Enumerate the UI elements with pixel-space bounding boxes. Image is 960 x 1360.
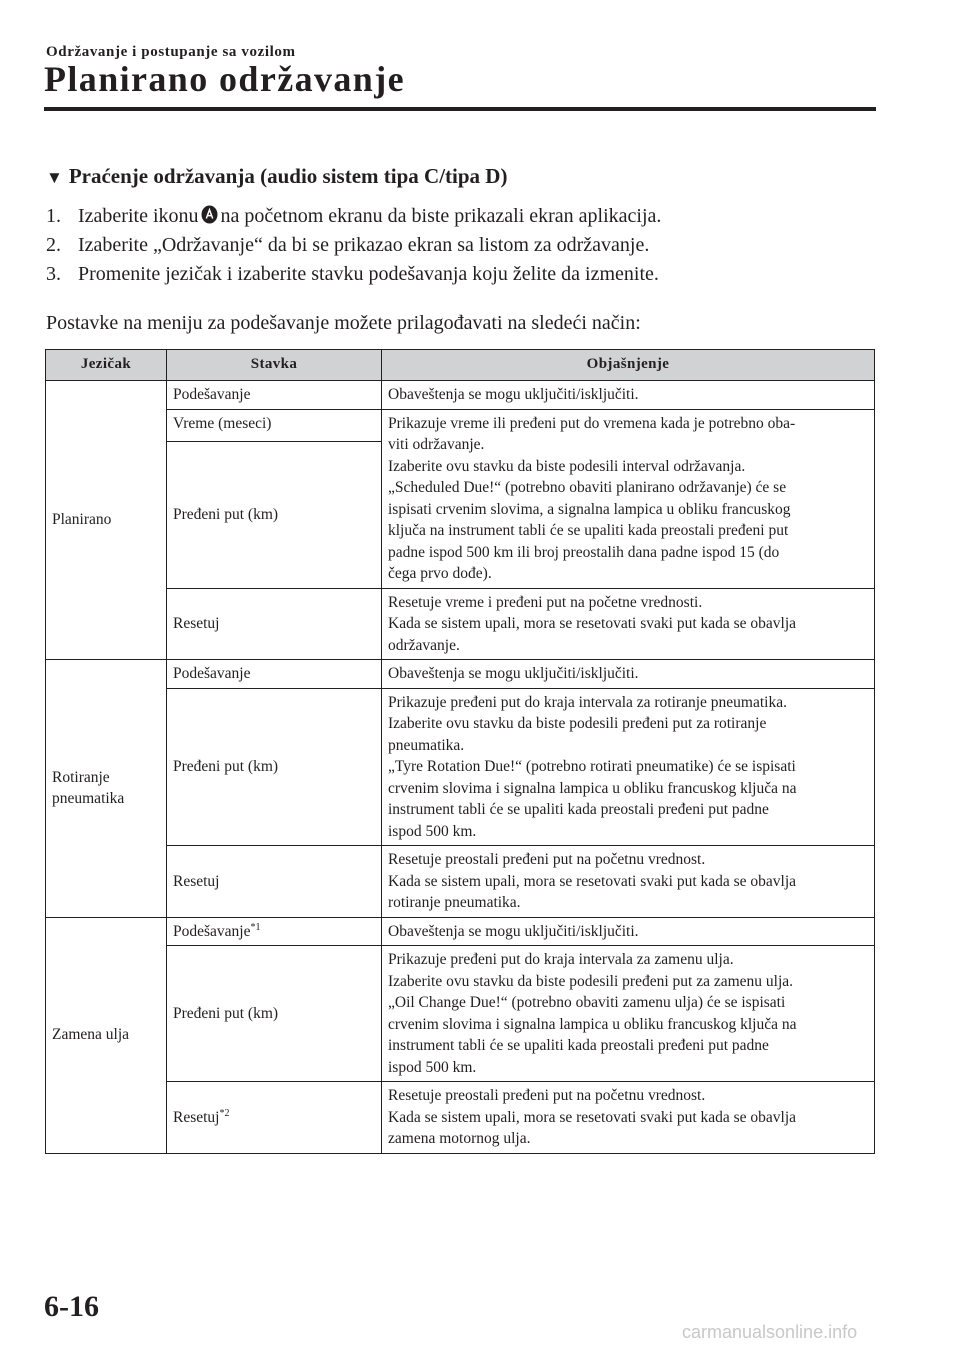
- explanation-line: Prikazuje pređeni put do kraja intervala za zamenu ulja.: [388, 951, 734, 968]
- step-text: Izaberite „Održavanje“ da bi se prikazao ekran sa listom za održavanje.: [78, 234, 650, 256]
- explanation-cell: [382, 588, 875, 660]
- explanation-line: padne ispod 500 km ili broj preostalih dana padne ispod 15 (do: [388, 543, 780, 561]
- step-list: [46, 202, 661, 289]
- explanation-cell: [382, 946, 875, 1082]
- section-heading-text: Praćenje održavanja (audio sistem tipa C/tipa D): [68, 164, 508, 188]
- step-item: [46, 260, 661, 289]
- explanation-line: rotiranje pneumatika.: [388, 894, 521, 911]
- column-header-explanation: Objašnjenje: [382, 350, 875, 381]
- page-title: Planirano održavanje: [44, 59, 405, 99]
- item-label: Podešavanje: [173, 922, 251, 940]
- item-cell: Resetuj: [167, 846, 382, 918]
- watermark-link[interactable]: carmanualsonline.info: [682, 1322, 858, 1342]
- explanation-line: „Tyre Rotation Due!“ (potrebno rotirati pneumatike) će se ispisati: [388, 758, 796, 775]
- page-number: 6-16: [44, 1290, 99, 1323]
- explanation-line: Resetuje preostali pređeni put na početnu vrednost.: [388, 1087, 706, 1104]
- table-row: [46, 381, 875, 410]
- table-row: [46, 588, 875, 660]
- tab-cell: Zamena ulja: [46, 917, 167, 1153]
- step-text: Promenite jezičak i izaberite stavku podešavanja koju želite da izmenite.: [78, 263, 659, 285]
- tab-label-line: pneumatika: [52, 790, 125, 808]
- table-row: [46, 1082, 875, 1154]
- maintenance-table: [45, 349, 875, 1154]
- explanation-line: čega prvo dođe).: [388, 565, 492, 582]
- explanation-cell: [382, 917, 875, 946]
- table-row: [46, 409, 875, 441]
- item-cell: Resetuj: [167, 588, 382, 660]
- explanation-line: Izaberite ovu stavku da biste podesili pređeni put za rotiranje: [388, 715, 767, 732]
- step-number: 2.: [46, 234, 61, 256]
- footnote-marker: *1: [250, 921, 261, 933]
- item-cell: Podešavanje: [167, 660, 382, 689]
- explanation-line: održavanje.: [388, 636, 460, 654]
- explanation-line: crvenim slovima i signalna lampica u obliku francuskog ključa na: [388, 779, 797, 797]
- explanation-line: ključa na instrument tabli će se upaliti kada preostali pređeni put: [388, 522, 789, 539]
- explanation-line: viti održavanje.: [388, 436, 485, 453]
- table-row: [46, 946, 875, 1082]
- item-cell: Pređeni put (km): [167, 688, 382, 846]
- explanation-cell: [382, 409, 875, 588]
- table-row: [46, 917, 875, 946]
- table-header-row: [46, 350, 875, 381]
- explanation-line: instrument tabli će se upaliti kada preostali pređeni put padne: [388, 1037, 769, 1054]
- explanation-line: Prikazuje vreme ili pređeni put do vremena kada je potrebno oba-: [388, 414, 796, 432]
- intro-text: Postavke na meniju za podešavanje možete prilagođavati na sledeći način:: [46, 312, 641, 334]
- explanation-line: Prikazuje pređeni put do kraja intervala za rotiranje pneumatika.: [388, 693, 787, 711]
- explanation-cell: [382, 846, 875, 918]
- explanation-line: ispod 500 km.: [388, 822, 477, 840]
- tab-cell: [46, 660, 167, 918]
- explanation-line: zamena motornog ulja.: [388, 1130, 531, 1147]
- column-header-item: Stavka: [167, 350, 382, 381]
- explanation-line: Izaberite ovu stavku da biste podesili interval održavanja.: [388, 457, 746, 475]
- step-text: na početnom ekranu da biste prikazali ekran aplikacija.: [220, 205, 662, 227]
- app-icon: [201, 205, 218, 224]
- table-row: [46, 846, 875, 918]
- explanation-line: „Oil Change Due!“ (potrebno obaviti zamenu ulja) će se ispisati: [388, 994, 786, 1011]
- explanation-line: Obaveštenja se mogu uključiti/isključiti.: [388, 386, 639, 403]
- title-rule: [44, 107, 876, 111]
- step-item: [46, 231, 661, 260]
- step-number: 1.: [46, 205, 61, 227]
- explanation-line: ispisati crvenim slovima, a signalna lampica u obliku francuskog: [388, 500, 791, 518]
- item-cell: Podešavanje: [167, 381, 382, 410]
- explanation-line: „Scheduled Due!“ (potrebno obaviti planirano održavanje) će se: [388, 479, 787, 496]
- chapter-label: Održavanje i postupanje sa vozilom: [46, 44, 296, 60]
- explanation-line: pneumatika.: [388, 736, 465, 754]
- explanation-cell: [382, 688, 875, 846]
- explanation-line: crvenim slovima i signalna lampica u obliku francuskog ključa na: [388, 1015, 797, 1033]
- explanation-line: Resetuje preostali pređeni put na početnu vrednost.: [388, 851, 706, 868]
- explanation-line: instrument tabli će se upaliti kada preostali pređeni put padne: [388, 801, 769, 818]
- column-header-tab: Jezičak: [46, 350, 167, 381]
- explanation-line: Obaveštenja se mogu uključiti/isključiti.: [388, 922, 639, 940]
- item-cell: Vreme (meseci): [167, 409, 382, 441]
- item-cell: Pređeni put (km): [167, 946, 382, 1082]
- explanation-cell: [382, 1082, 875, 1154]
- step-text: Izaberite ikonu: [78, 205, 199, 227]
- step-number: 3.: [46, 263, 61, 285]
- explanation-line: Izaberite ovu stavku da biste podesili pređeni put za zamenu ulja.: [388, 972, 794, 990]
- tab-label-line: Rotiranje: [52, 768, 110, 786]
- table-row: [46, 688, 875, 846]
- tab-cell: Planirano: [46, 381, 167, 660]
- table-row: [46, 660, 875, 689]
- item-cell: Pređeni put (km): [167, 441, 382, 588]
- explanation-line: Kada se sistem upali, mora se resetovati svaki put kada se obavlja: [388, 872, 797, 890]
- explanation-cell: [382, 381, 875, 410]
- explanation-line: Resetuje vreme i pređeni put na početne vrednosti.: [388, 593, 703, 611]
- item-cell: [167, 917, 382, 946]
- section-marker: ▼: [46, 168, 63, 187]
- explanation-cell: [382, 660, 875, 689]
- item-cell: [167, 1082, 382, 1154]
- explanation-line: ispod 500 km.: [388, 1058, 477, 1076]
- section-heading: [46, 164, 507, 189]
- step-item: [46, 202, 661, 231]
- footnote-marker: *2: [219, 1107, 230, 1119]
- explanation-line: Obaveštenja se mogu uključiti/isključiti.: [388, 665, 639, 682]
- explanation-line: Kada se sistem upali, mora se resetovati svaki put kada se obavlja: [388, 1108, 797, 1126]
- item-label: Resetuj: [173, 1108, 220, 1126]
- explanation-line: Kada se sistem upali, mora se resetovati svaki put kada se obavlja: [388, 615, 797, 632]
